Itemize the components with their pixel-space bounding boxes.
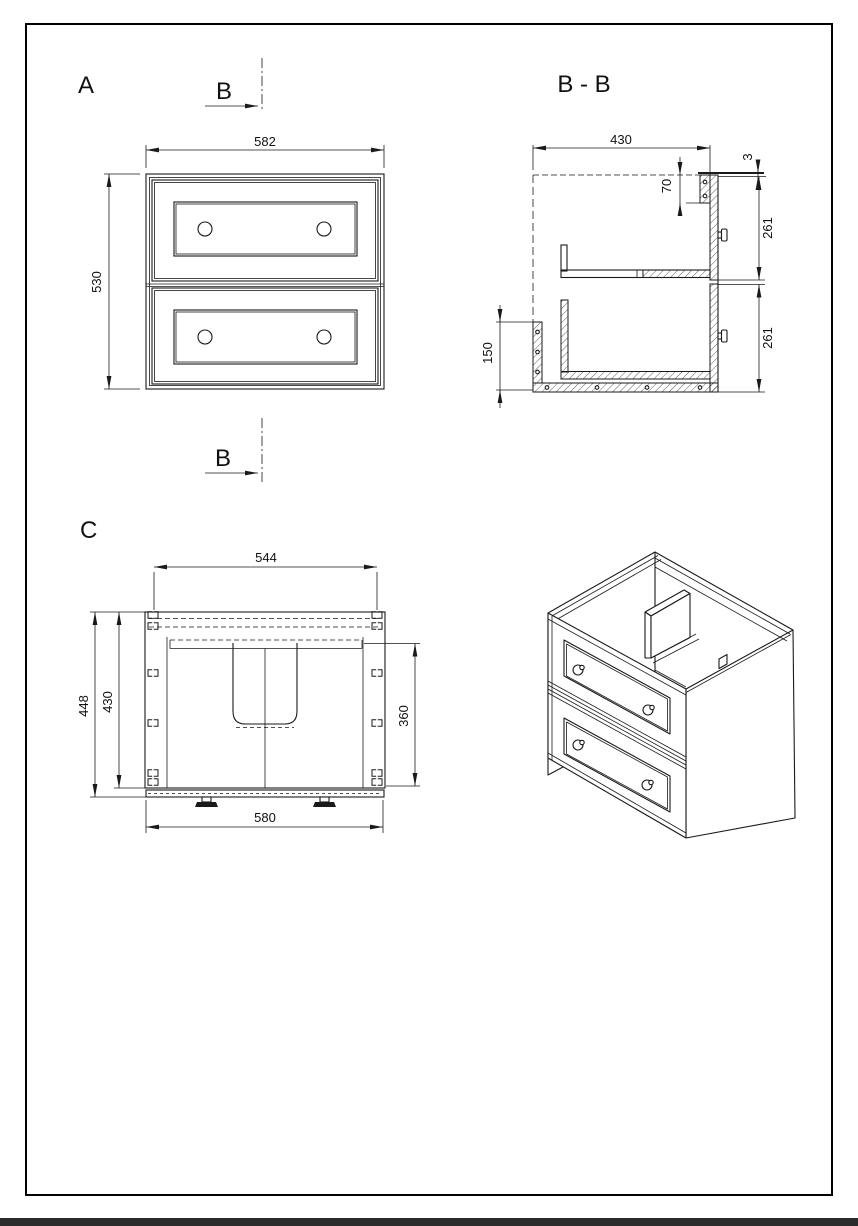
dim-530-text: 530 [89,271,104,293]
upper-front-section [710,175,718,280]
view-bb-label: B - B [557,71,611,98]
view-c-label: C [80,517,98,544]
dim-360-text: 360 [396,705,411,727]
top-rail-section [700,175,710,203]
section-b-label-bottom: B [215,445,232,472]
lower-drawer-back [561,300,568,372]
dim-261-upper-text: 261 [760,217,775,239]
dim-3-text: 3 [740,153,755,161]
dim-544-text: 544 [255,550,277,565]
dim-70-text: 70 [659,178,674,194]
lower-drawer-bottom [561,372,710,380]
dim-448-text: 448 [76,695,91,717]
lower-front-section [710,284,718,392]
dim-430-side-text: 430 [100,691,115,713]
bottom-bar [0,1218,858,1226]
dim-580-text: 580 [254,810,276,825]
section-b-label-top: B [216,78,233,105]
view-a-label: A [78,72,95,99]
dim-430-text: 430 [610,132,632,147]
bottom-panel-section [533,383,718,392]
dim-150-text: 150 [480,342,495,364]
dim-261-lower-text: 261 [760,327,775,349]
dim-582-text: 582 [254,134,276,149]
